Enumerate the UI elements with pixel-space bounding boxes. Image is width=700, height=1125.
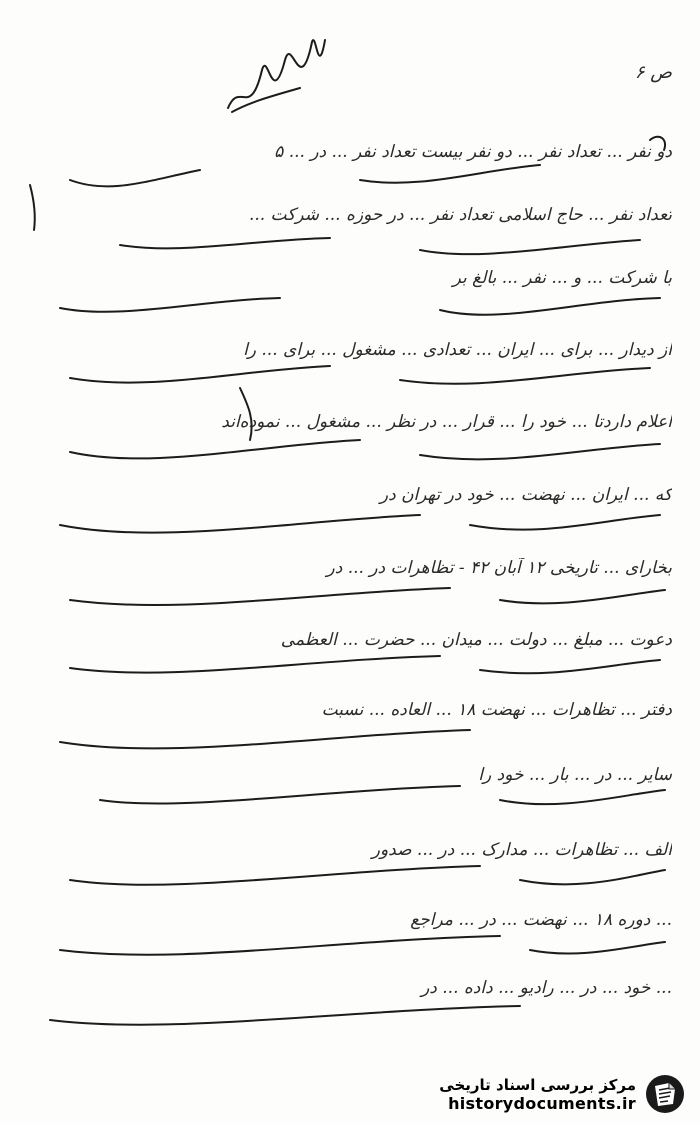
document-line: سایر ... در ... بار ... خود را [478, 765, 672, 785]
page-number: ص ۶ [634, 62, 672, 83]
document-line: دفتر ... تظاهرات ... نهضت ۱۸ ... العاده ... نسبت [321, 700, 672, 720]
document-line: بخارای ... تاریخی ۱۲ آبان ۴۲ - تظاهرات در ... در [326, 558, 672, 578]
watermark-text [439, 1076, 636, 1113]
document-archive-logo-icon [644, 1073, 686, 1115]
document-line: دو نفر ... تعداد نفر ... دو نفر بیست تعداد نفر ... در ... ۵ [274, 142, 672, 162]
document-line: دعوت ... مبلغ ... دولت ... میدان ... حضرت ... العظمی [280, 630, 672, 650]
document-line: با شرکت ... و ... نفر ... بالغ بر [452, 268, 672, 288]
document-line: از دیدار ... برای ... ایران ... تعدادی ... مشغول ... برای ... را [243, 340, 672, 360]
organization-name: مرکز بررسی اسناد تاریخی [439, 1075, 636, 1094]
document-line: که ... ایران ... نهضت ... خود در تهران در [379, 485, 672, 505]
document-line: تعداد نفر ... حاج اسلامی تعداد نفر ... در حوزه ... شرکت ... [248, 205, 672, 225]
website-link[interactable]: historydocuments.ir [448, 1093, 636, 1113]
document-line: ... دوره ۱۸ ... نهضت ... در ... مراجع [410, 910, 672, 930]
watermark-footer [439, 1073, 686, 1115]
document-line: الف ... تظاهرات ... مدارک ... در ... صدور [371, 840, 672, 860]
document-line: ... خود ... در ... رادیو ... داده ... در [421, 978, 672, 998]
document-line: اعلام داردتا ... خود را ... قرار ... در نظر ... مشغول ... نموده‌اند [221, 412, 672, 432]
